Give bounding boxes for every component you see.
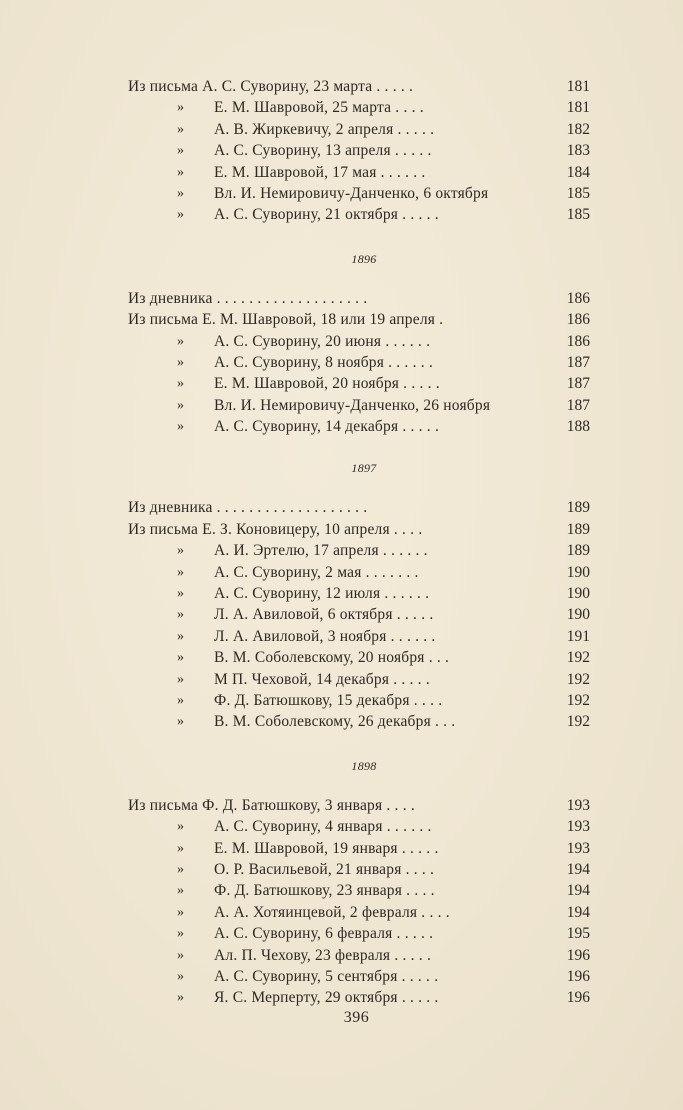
toc-entry [128, 966, 592, 987]
ditto-mark: » [177, 164, 184, 180]
toc-entry-title: А. С. Суворину, 14 декабря . . . . . [214, 418, 440, 436]
toc-entry-page: 193 [566, 796, 590, 814]
toc-entry-page: 189 [566, 542, 590, 560]
toc-entry [128, 838, 592, 859]
toc-entry [128, 945, 592, 966]
ditto-mark: » [177, 671, 184, 687]
toc-entry [128, 352, 592, 373]
ditto-mark: » [177, 100, 184, 116]
toc-entry [128, 162, 592, 183]
ditto-mark: » [177, 883, 184, 899]
ditto-mark: » [177, 714, 184, 730]
ditto-mark: » [177, 397, 184, 413]
toc-entry-page: 185 [566, 206, 590, 224]
ditto-mark: » [177, 607, 184, 623]
toc-entry-page: 196 [566, 946, 590, 964]
toc-entry-title: А. С. Суворину, 13 апреля . . . . . [214, 142, 432, 160]
toc-entry-title: Вл. И. Немировичу-Данченко, 6 октября [214, 184, 489, 202]
toc-entry-title: А. С. Суворину, 2 мая . . . . . . . [214, 563, 419, 581]
section-spacer [128, 437, 592, 458]
toc-entry-page: 193 [566, 839, 590, 857]
ditto-mark: » [177, 376, 184, 392]
ditto-mark: » [177, 692, 184, 708]
toc-entry-page: 192 [566, 649, 590, 667]
ditto-mark: » [177, 926, 184, 942]
toc-entry [128, 987, 592, 1008]
ditto-mark: » [177, 121, 184, 137]
toc-entry-title: Е. М. Шавровой, 19 января . . . . . [214, 839, 439, 857]
toc-entry-page: 186 [566, 332, 590, 350]
toc-entry-title: Я. С. Мерперту, 29 октября . . . . . [214, 989, 439, 1007]
ditto-mark: » [177, 419, 184, 435]
page-number: 396 [343, 1009, 370, 1026]
toc-entry-page: 181 [566, 99, 590, 117]
toc-entry-page: 187 [566, 353, 590, 371]
toc-entry [128, 76, 592, 97]
toc-entry [128, 416, 592, 437]
toc-entry [128, 97, 592, 118]
toc-entry-page: 190 [566, 585, 590, 603]
toc-entry [128, 647, 592, 668]
toc-entry-title: А. В. Жиркевичу, 2 апреля . . . . . [214, 120, 435, 138]
toc-entry-title: Е. М. Шавровой, 17 мая . . . . . . [214, 163, 426, 181]
toc-entry [128, 626, 592, 647]
toc-entry-page: 196 [566, 989, 590, 1007]
toc-entry [128, 711, 592, 732]
toc-entry-page: 183 [566, 142, 590, 160]
toc-entry-page: 194 [566, 882, 590, 900]
toc-entry-title: Ф. Д. Батюшкову, 23 января . . . . [214, 882, 435, 900]
toc-entry-page: 186 [566, 311, 590, 329]
toc-entry-title: В. М. Соболевскому, 20 ноября . . . [214, 649, 450, 667]
ditto-mark: » [177, 543, 184, 559]
toc-entry-title: Из дневника . . . . . . . . . . . . . . . . . . . [128, 289, 368, 307]
ditto-mark: » [177, 947, 184, 963]
toc-entry-title: А. А. Хотяинцевой, 2 февраля . . . . [214, 903, 450, 921]
toc-entry-page: 192 [566, 691, 590, 709]
table-of-contents [128, 76, 592, 1009]
toc-entry [128, 140, 592, 161]
toc-entry-title: О. Р. Васильевой, 21 января . . . . [214, 860, 435, 878]
toc-entry-page: 191 [566, 627, 590, 645]
toc-entry-title: А. С. Суворину, 4 января . . . . . . [214, 818, 432, 836]
toc-entry [128, 859, 592, 880]
toc-entry-page: 196 [566, 967, 590, 985]
toc-entry [128, 119, 592, 140]
ditto-mark: » [177, 990, 184, 1006]
toc-entry-page: 190 [566, 606, 590, 624]
toc-entry [128, 690, 592, 711]
toc-entry-page: 184 [566, 163, 590, 181]
toc-entry-title: А. И. Эртелю, 17 апреля . . . . . . [214, 542, 428, 560]
toc-entry-page: 187 [566, 396, 590, 414]
toc-entry-title: Из письма А. С. Суворину, 23 марта . . . . . [128, 78, 414, 95]
toc-entry-page: 188 [566, 418, 590, 436]
ditto-mark: » [177, 628, 184, 644]
toc-entry [128, 183, 592, 204]
toc-entry-title: А. С. Суворину, 6 февраля . . . . . [214, 925, 434, 943]
toc-entry-title: Вл. И. Немировичу-Данченко, 26 ноября [214, 396, 491, 414]
ditto-mark: » [177, 354, 184, 370]
toc-entry [128, 204, 592, 225]
toc-entry [128, 923, 592, 944]
ditto-mark: » [177, 564, 184, 580]
toc-entry-title: В. М. Соболевскому, 26 декабря . . . [214, 713, 456, 731]
toc-entry-page: 182 [566, 120, 590, 138]
ditto-mark: » [177, 207, 184, 223]
toc-entry [128, 880, 592, 901]
toc-entry [128, 669, 592, 690]
toc-entry-title: А. С. Суворину, 20 июня . . . . . . [214, 332, 431, 350]
ditto-mark: » [177, 819, 184, 835]
toc-entry-page: 189 [566, 499, 590, 517]
toc-entry-title: Из письма Е. З. Коновицеру, 10 апреля . . . . [128, 520, 423, 538]
section-spacer [128, 270, 592, 288]
toc-entry-title: М П. Чеховой, 14 декабря . . . . . [214, 670, 430, 688]
toc-entry-page: 181 [566, 78, 590, 95]
toc-entry-page: 185 [566, 184, 590, 202]
section-spacer [128, 479, 592, 497]
toc-entry-title: Е. М. Шавровой, 20 ноября . . . . . [214, 375, 440, 393]
toc-entry [128, 795, 592, 816]
toc-entry [128, 373, 592, 394]
toc-entry-page: 192 [566, 713, 590, 731]
toc-entry-title: А. С. Суворину, 8 ноября . . . . . . [214, 353, 433, 371]
toc-entry-title: А. С. Суворину, 12 июля . . . . . . [214, 585, 430, 603]
toc-entry-title: Из письма Ф. Д. Батюшкову, 3 января . . . . [128, 796, 415, 814]
toc-entry-title: А. С. Суворину, 21 октября . . . . . [214, 206, 439, 224]
toc-entry-page: 186 [566, 289, 590, 307]
toc-entry-title: Л. А. Авиловой, 6 октября . . . . . [214, 606, 434, 624]
year-heading: 1897 [351, 461, 377, 476]
toc-entry [128, 604, 592, 625]
toc-entry [128, 816, 592, 837]
toc-entry [128, 497, 592, 518]
ditto-mark: » [177, 650, 184, 666]
toc-entry [128, 562, 592, 583]
toc-entry-title: Из дневника . . . . . . . . . . . . . . . . . . . [128, 499, 368, 517]
toc-entry-title: Ф. Д. Батюшкову, 15 декабря . . . . [214, 691, 443, 709]
year-heading: 1896 [351, 251, 377, 266]
toc-entry-page: 190 [566, 563, 590, 581]
toc-entry-page: 194 [566, 903, 590, 921]
ditto-mark: » [177, 861, 184, 877]
ditto-mark: » [177, 904, 184, 920]
ditto-mark: » [177, 840, 184, 856]
toc-entry-page: 192 [566, 670, 590, 688]
ditto-mark: » [177, 968, 184, 984]
toc-entry [128, 540, 592, 561]
toc-entry [128, 519, 592, 540]
toc-entry [128, 288, 592, 309]
toc-entry [128, 902, 592, 923]
ditto-mark: » [177, 143, 184, 159]
toc-entry-page: 193 [566, 818, 590, 836]
toc-entry-title: Л. А. Авиловой, 3 ноября . . . . . . [214, 627, 436, 645]
ditto-mark: » [177, 586, 184, 602]
toc-entry [128, 395, 592, 416]
ditto-mark: » [177, 333, 184, 349]
toc-entry-page: 189 [566, 520, 590, 538]
section-spacer [128, 733, 592, 756]
toc-entry [128, 583, 592, 604]
toc-entry-page: 194 [566, 860, 590, 878]
section-spacer [128, 226, 592, 249]
toc-entry-title: Е. М. Шавровой, 25 марта . . . . [214, 99, 424, 117]
toc-entry-page: 187 [566, 375, 590, 393]
ditto-mark: » [177, 185, 184, 201]
section-spacer [128, 777, 592, 795]
toc-entry-title: Ал. П. Чехову, 23 февраля . . . . . [214, 946, 432, 964]
toc-entry-title: А. С. Суворину, 5 сентября . . . . . [214, 967, 439, 985]
toc-entry [128, 309, 592, 330]
toc-entry-title: Из письма Е. М. Шавровой, 18 или 19 апреля . [128, 311, 444, 329]
toc-entry [128, 331, 592, 352]
toc-entry-page: 195 [566, 925, 590, 943]
year-heading: 1898 [351, 758, 377, 773]
